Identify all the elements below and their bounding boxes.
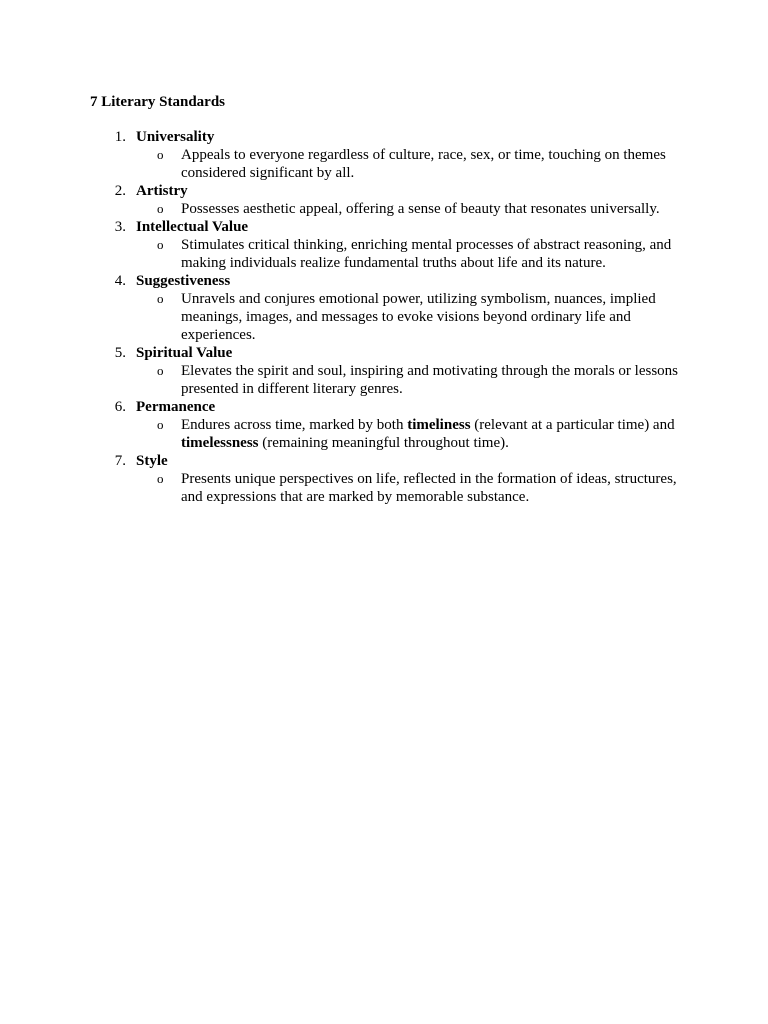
item-heading: Style xyxy=(136,453,168,469)
bullet-marker-icon: o xyxy=(157,291,164,306)
standard-item-suggestiveness xyxy=(0,272,768,344)
item-heading: Artistry xyxy=(136,183,188,199)
bullet-marker-icon: o xyxy=(157,363,164,378)
item-heading: Intellectual Value xyxy=(136,219,249,235)
standard-item-intellectual-value xyxy=(0,218,768,272)
document-title: 7 Literary Standards xyxy=(90,94,225,110)
sub-bullet-item xyxy=(0,470,768,506)
item-heading: Universality xyxy=(136,129,215,145)
standard-item-artistry xyxy=(0,182,768,218)
item-description: Appeals to everyone regardless of culture, race, sex, or time, touching on themes considered significant by all. xyxy=(181,147,666,181)
item-heading: Permanence xyxy=(136,399,216,415)
item-number: 3. xyxy=(114,219,126,235)
item-number: 6. xyxy=(114,399,126,415)
description-text-after: (remaining meaningful throughout time). xyxy=(258,435,509,451)
term-timeliness: timeliness xyxy=(407,417,471,433)
standard-item-spiritual-value xyxy=(0,344,768,398)
item-number: 2. xyxy=(114,183,126,199)
item-heading: Suggestiveness xyxy=(136,273,231,289)
item-heading: Spiritual Value xyxy=(136,345,233,361)
bullet-marker-icon: o xyxy=(157,471,164,486)
standard-item-permanence xyxy=(0,398,768,452)
bullet-marker-icon: o xyxy=(157,417,164,432)
item-description: Elevates the spirit and soul, inspiring and motivating through the morals or lessons presented in different literary genres. xyxy=(181,363,679,397)
item-description: Possesses aesthetic appeal, offering a sense of beauty that resonates universally. xyxy=(181,201,660,217)
sub-bullet-item xyxy=(0,200,768,218)
item-number: 4. xyxy=(114,273,126,289)
sub-bullet-item xyxy=(0,362,768,398)
sub-bullet-item xyxy=(0,236,768,272)
bullet-marker-icon: o xyxy=(157,201,164,216)
standard-item-style xyxy=(0,452,768,506)
item-description: Unravels and conjures emotional power, utilizing symbolism, nuances, implied meanings, images, and messages to evoke visions beyond ordinary life and experiences. xyxy=(181,291,656,343)
bullet-marker-icon: o xyxy=(157,147,164,162)
sub-bullet-item xyxy=(0,290,768,344)
description-text-middle: (relevant at a particular time) and xyxy=(470,417,675,433)
standards-list xyxy=(0,128,768,506)
item-number: 1. xyxy=(114,129,126,145)
item-description xyxy=(0,416,681,452)
description-text-before: Endures across time, marked by both xyxy=(181,417,408,433)
term-timelessness: timelessness xyxy=(181,435,259,451)
item-number: 7. xyxy=(114,453,126,469)
sub-bullet-item xyxy=(0,146,768,182)
item-description: Presents unique perspectives on life, reflected in the formation of ideas, structures, and expressions that are marked by memorable substance. xyxy=(181,471,677,505)
item-description: Stimulates critical thinking, enriching mental processes of abstract reasoning, and making individuals realize fundamental truths about life and its nature. xyxy=(181,237,672,271)
sub-bullet-item xyxy=(0,416,768,452)
standard-item-universality xyxy=(0,128,768,182)
bullet-marker-icon: o xyxy=(157,237,164,252)
item-number: 5. xyxy=(114,345,126,361)
